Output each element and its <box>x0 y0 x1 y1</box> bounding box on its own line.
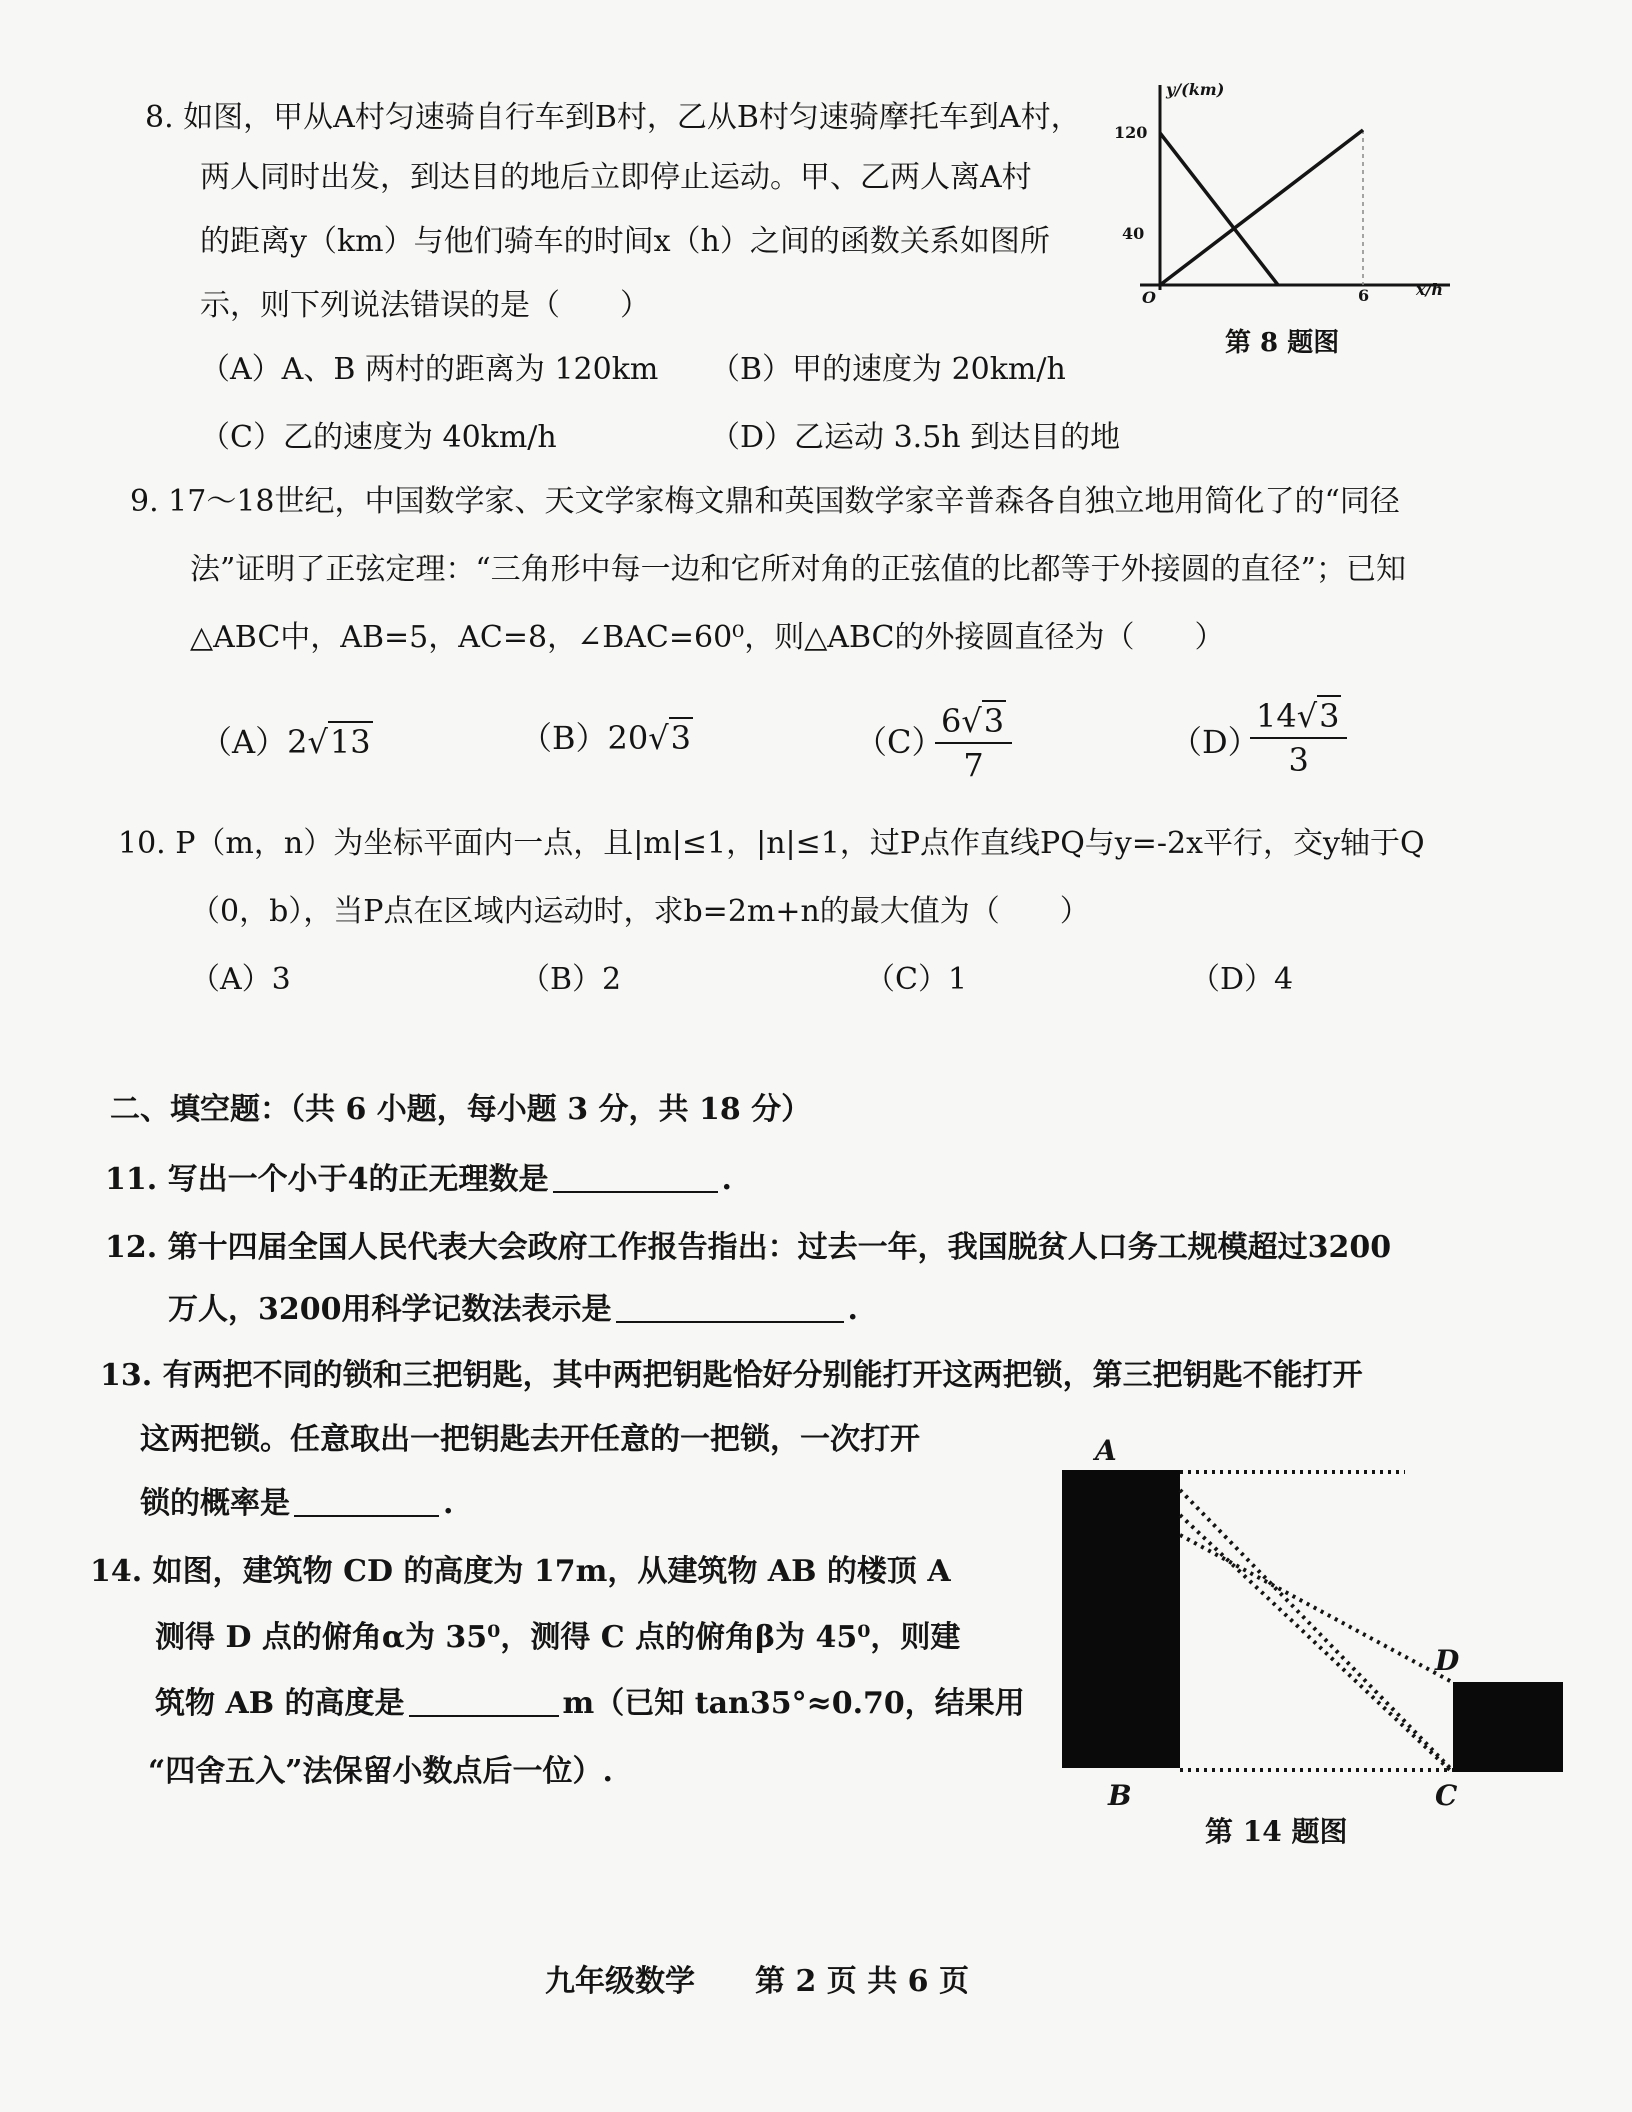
q8-y-axis-label: y/(km) <box>1166 80 1225 99</box>
q9-line-3: △ABC中，AB=5，AC=8，∠BAC=60⁰，则△ABC的外接圆直径为（ ） <box>190 620 1225 655</box>
q9-line-1: 9. 17～18世纪，中国数学家、天文学家梅文鼎和英国数学家辛普森各自独立地用简化了的“同径 <box>130 484 1400 519</box>
q14-line-1: 14. 如图，建筑物 CD 的高度为 17m，从建筑物 AB 的楼顶 A <box>90 1554 951 1589</box>
q8-figure-caption: 第 8 题图 <box>1225 328 1340 358</box>
q10-option-a: （A）3 <box>190 962 291 997</box>
label-d: D <box>1435 1644 1460 1677</box>
label-b: B <box>1108 1779 1132 1812</box>
q8-origin: O <box>1142 288 1156 305</box>
q14-answer-blank[interactable] <box>409 1687 559 1717</box>
q8-option-b: （B）甲的速度为 20km/h <box>710 352 1066 387</box>
label-c: C <box>1435 1779 1458 1812</box>
q10-option-b: （B）2 <box>520 962 622 997</box>
q9-option-c-label: （C） <box>855 723 944 761</box>
q9-option-d-fraction: $\frac{14√3}{3}$ <box>1250 695 1347 781</box>
sight-line-a-to-c-upper <box>1180 1490 1452 1770</box>
q8-option-d: （D）乙运动 3.5h 到达目的地 <box>710 420 1121 455</box>
q8-x-tick-6: 6 <box>1358 286 1370 305</box>
q8-y-tick-120: 120 <box>1114 123 1148 142</box>
q14-line-2: 测得 D 点的俯角α为 35⁰，测得 C 点的俯角β为 45⁰，则建 <box>155 1620 961 1655</box>
q13-line-3: 锁的概率是 . <box>140 1486 454 1521</box>
q12-line-1: 12. 第十四届全国人民代表大会政府工作报告指出：过去一年，我国脱贫人口务工规模超过3200 <box>105 1230 1392 1265</box>
q9-option-a: （A）2√13 <box>200 723 371 761</box>
q10-option-c: （C）1 <box>865 962 968 997</box>
q12-line-2: 万人，3200用科学记数法表示是 . <box>168 1292 858 1327</box>
q13-answer-blank[interactable] <box>294 1487 439 1517</box>
q10-option-d: （D）4 <box>1190 962 1294 997</box>
label-a: A <box>1095 1434 1117 1467</box>
q8-x-axis-label: x/h <box>1416 280 1444 299</box>
q10-line-1: 10. P（m，n）为坐标平面内一点，且|m|≤1，|n|≤1，过P点作直线PQ与y=-2x平行，交y轴于Q <box>118 826 1425 861</box>
q8-y-tick-40: 40 <box>1122 224 1145 243</box>
q8-line-3: 的距离y（km）与他们骑车的时间x（h）之间的函数关系如图所 <box>200 224 1050 259</box>
page-footer: 九年级数学 第 2 页 共 6 页 <box>545 1964 969 1999</box>
q8-option-c: （C）乙的速度为 40km/h <box>200 420 557 455</box>
q8-line-2: 两人同时出发，到达目的地后立即停止运动。甲、乙两人离A村 <box>200 160 1032 195</box>
q8-option-a: （A）A、B 两村的距离为 120km <box>200 352 659 387</box>
sight-line-a-to-d <box>1180 1535 1452 1682</box>
q8-line-4: 示，则下列说法错误的是（ ） <box>200 288 650 323</box>
building-ab <box>1062 1470 1180 1768</box>
q13-line-1: 13. 有两把不同的锁和三把钥匙，其中两把钥匙恰好分别能打开这两把锁，第三把钥匙不能打开 <box>100 1358 1363 1393</box>
q9-option-d-label: （D） <box>1170 723 1260 761</box>
section-2-heading: 二、填空题：（共 6 小题，每小题 3 分，共 18 分） <box>110 1092 812 1127</box>
q10-line-2: （0，b），当P点在区域内运动时，求b=2m+n的最大值为（ ） <box>190 894 1090 929</box>
q11-answer-blank[interactable] <box>553 1163 718 1193</box>
sight-line-a-to-c <box>1180 1515 1452 1772</box>
building-cd <box>1453 1682 1563 1772</box>
q13-line-2: 这两把锁。任意取出一把钥匙去开任意的一把锁，一次打开 <box>140 1422 920 1457</box>
q8-line-1: 8. 如图，甲从A村匀速骑自行车到B村，乙从B村匀速骑摩托车到A村， <box>145 100 1081 135</box>
q12-answer-blank[interactable] <box>616 1293 844 1323</box>
q9-line-2: 法”证明了正弦定理：“三角形中每一边和它所对角的正弦值的比都等于外接圆的直径”；已知 <box>190 552 1407 587</box>
q8-graph <box>1100 75 1480 305</box>
q14-line-3: 筑物 AB 的高度是 m（已知 tan35°≈0.70，结果用 <box>155 1686 1025 1721</box>
question-11: 11. 写出一个小于4的正无理数是 . <box>105 1162 732 1197</box>
q9-option-c-fraction: $\frac{6√3}{7}$ <box>935 700 1012 786</box>
q14-figure-caption: 第 14 题图 <box>1205 1815 1348 1848</box>
q14-line-4: “四舍五入”法保留小数点后一位）. <box>148 1754 613 1789</box>
q9-option-b: （B）20√3 <box>520 719 691 757</box>
q14-figure <box>1040 1420 1580 1820</box>
